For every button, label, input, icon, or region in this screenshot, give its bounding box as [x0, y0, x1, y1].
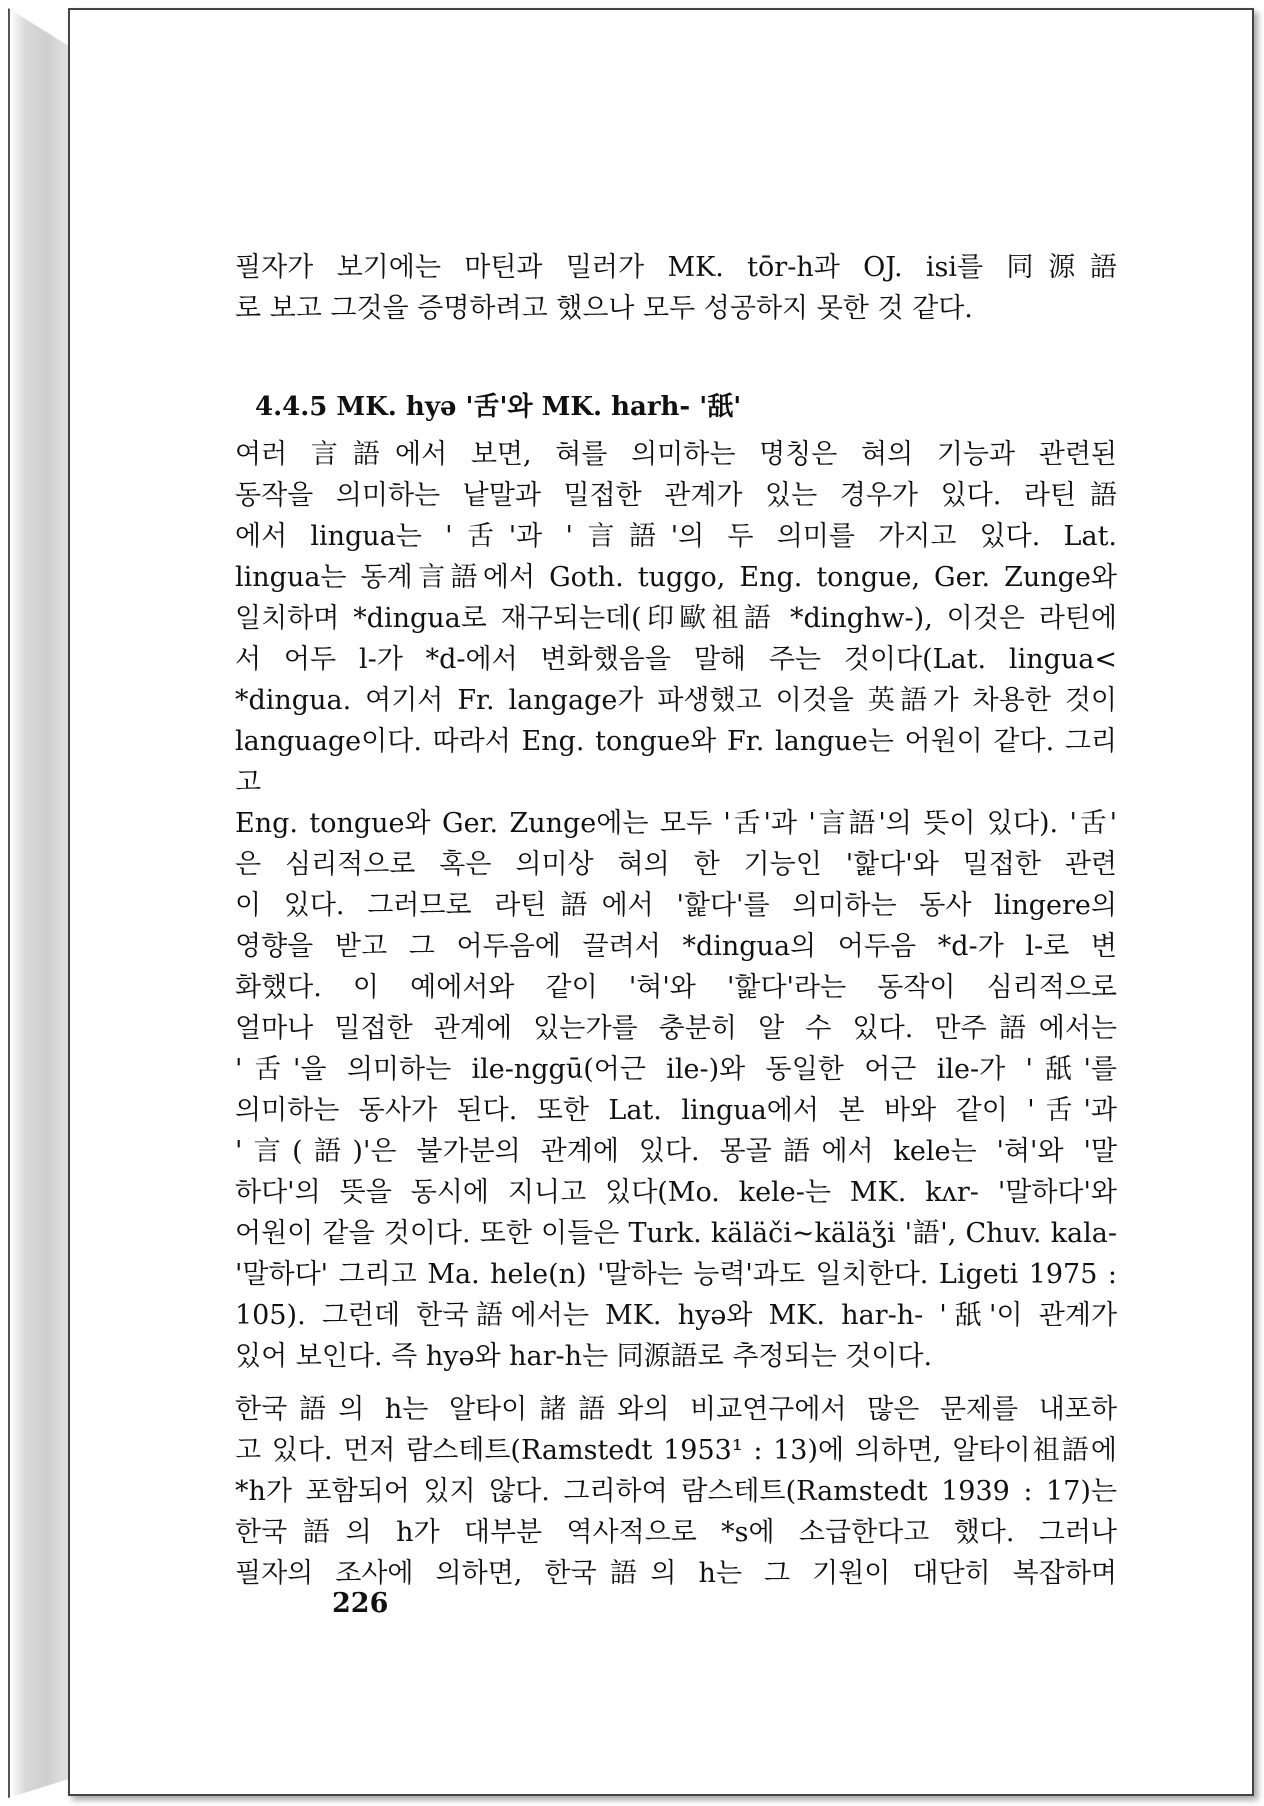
section-heading: 4.4.5 MK. hyə '舌'와 MK. harh- '舐' — [255, 392, 742, 422]
text-line: 서 어두 l-가 *d-에서 변화했음을 말해 주는 것이다(Lat. lingua< — [235, 644, 1117, 675]
text-line: 이 있다. 그러므로 라틴語에서 '핥다'를 의미하는 동사 lingere의 — [235, 890, 1117, 921]
text-line: 에서 lingua는 '舌'과 '言語'의 두 의미를 가지고 있다. Lat. — [235, 521, 1117, 552]
text-line: '言(語)'은 불가분의 관계에 있다. 몽골語에서 kele는 '혀'와 '말 — [235, 1136, 1117, 1167]
page-content — [235, 247, 1117, 1594]
intro-paragraph — [235, 247, 1117, 329]
text-line: 의미하는 동사가 된다. 또한 Lat. lingua에서 본 바와 같이 '舌'과 — [235, 1095, 1117, 1126]
body-paragraph — [235, 1389, 1117, 1594]
text-line: 105). 그런데 한국語에서는 MK. hyə와 MK. har-h- '舐'이 관계가 — [235, 1300, 1117, 1331]
text-line: 화했다. 이 예에서와 같이 '혀'와 '핥다'라는 동작이 심리적으로 — [235, 972, 1117, 1003]
text-line: 동작을 의미하는 낱말과 밀접한 관계가 있는 경우가 있다. 라틴語 — [235, 480, 1117, 511]
text-line: 얼마나 밀접한 관계에 있는가를 충분히 알 수 있다. 만주語에서는 — [235, 1013, 1117, 1044]
book-edge — [8, 8, 72, 1798]
document-page — [68, 8, 1254, 1796]
text-line: 고 있다. 먼저 람스테트(Ramstedt 1953¹ : 13)에 의하면, 알타이祖語에 — [235, 1435, 1117, 1466]
text-line: *dingua. 여기서 Fr. langage가 파생했고 이것을 英語가 차용한 것이 — [235, 685, 1117, 716]
text-line: 한국語의 h가 대부분 역사적으로 *s에 소급한다고 했다. 그러나 — [235, 1517, 1117, 1548]
text-line: 은 심리적으로 혹은 의미상 혀의 한 기능인 '핥다'와 밀접한 관련 — [235, 849, 1117, 880]
text-line: lingua는 동계言語에서 Goth. tuggo, Eng. tongue, Ger. Zunge와 — [235, 562, 1117, 593]
text-line: Eng. tongue와 Ger. Zunge에는 모두 '舌'과 '言語'의 뜻이 있다). '舌' — [235, 808, 1117, 839]
text-line: 일치하며 *dingua로 재구되는데(印歐祖語 *dinghw-), 이것은 라틴에 — [235, 603, 1117, 634]
text-line: 어원이 같을 것이다. 또한 이들은 Turk. käläči~käläǯi '語', Chuv. kala- — [235, 1218, 1117, 1249]
text-line: *h가 포함되어 있지 않다. 그리하여 람스테트(Ramstedt 1939 : 17)는 — [235, 1476, 1117, 1507]
text-line: 필자가 보기에는 마틴과 밀러가 MK. tōr-h과 OJ. isi를 同源語 — [235, 252, 1117, 283]
text-line: 있어 보인다. 즉 hyə와 har-h는 同源語로 추정되는 것이다. — [235, 1341, 933, 1372]
text-line: '말하다' 그리고 Ma. hele(n) '말하는 능력'과도 일치한다. Ligeti 1975 : — [235, 1259, 1117, 1290]
text-line: 하다'의 뜻을 동시에 지니고 있다(Mo. kele-는 MK. kʌr- '말하다'와 — [235, 1177, 1117, 1208]
text-line: 여러 言語에서 보면, 혀를 의미하는 명칭은 혀의 기능과 관련된 — [235, 439, 1117, 470]
page-number: 226 — [332, 1588, 389, 1619]
text-line: 로 보고 그것을 증명하려고 했으나 모두 성공하지 못한 것 같다. — [235, 293, 973, 324]
body-paragraph — [235, 434, 1117, 1377]
text-line: 영향을 받고 그 어두음에 끌려서 *dingua의 어두음 *d-가 l-로 변 — [235, 931, 1118, 962]
text-line: language이다. 따라서 Eng. tongue와 Fr. langue는 어원이 같다. 그리고 — [235, 726, 1117, 798]
text-line: 필자의 조사에 의하면, 한국語의 h는 그 기원이 대단히 복잡하며 — [235, 1558, 1117, 1589]
text-line: '舌'을 의미하는 ile-nggū(어근 ile-)와 동일한 어근 ile-가 '舐'를 — [235, 1054, 1117, 1085]
text-line: 한국語의 h는 알타이諸語와의 비교연구에서 많은 문제를 내포하 — [235, 1394, 1117, 1425]
